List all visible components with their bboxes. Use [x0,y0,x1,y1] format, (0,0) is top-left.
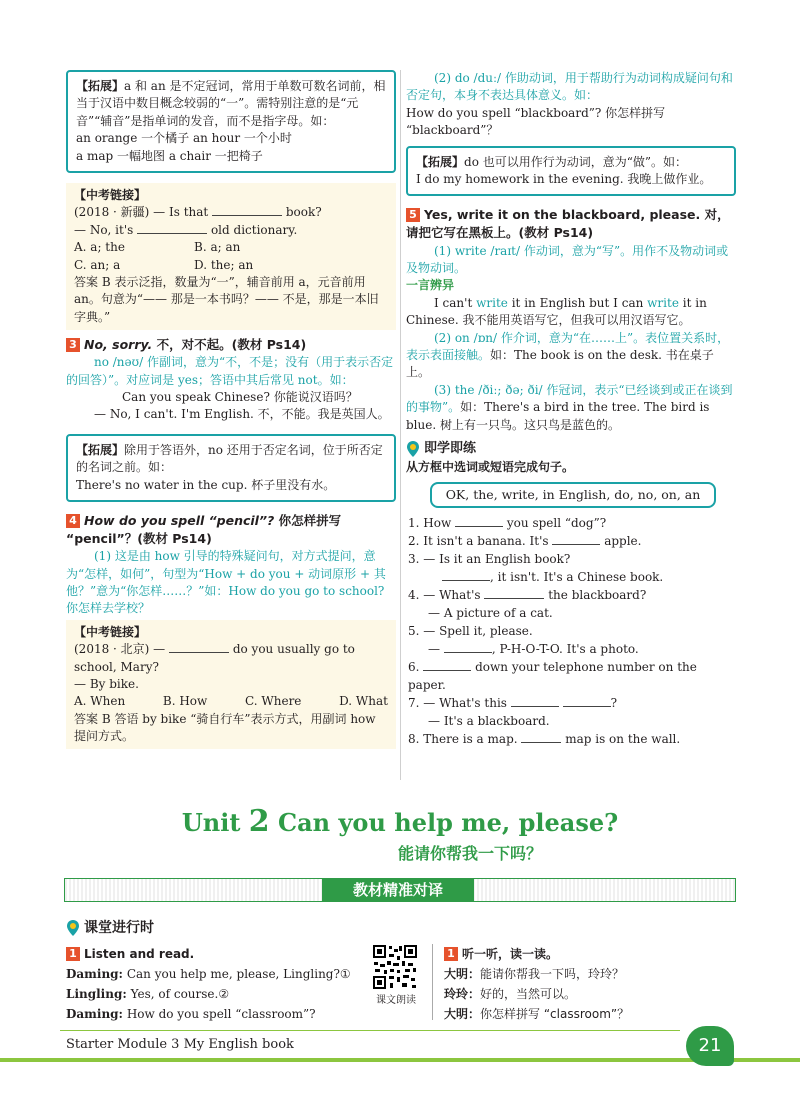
dialog-line [66,964,366,984]
option-c: C. an; a [74,257,121,272]
dialog-heading [66,944,366,964]
answer-blank[interactable] [521,733,561,743]
heading-cn: 不，对不起。(教材 Ps14) [156,337,307,353]
q-text: 6. [408,660,420,675]
unit-subtitle: 能请你帮我一下吗？ [397,844,542,863]
classroom-title [66,918,154,938]
exam-link-2 [66,620,396,750]
practice-instruction: 从方框中选词或短语完成句子。 [406,459,575,474]
dialog-chinese [444,944,734,1024]
word-options-box: OK, the, write, in English, do, no, on, an [430,482,716,508]
example-line: I do my homework in the evening. 我晚上做作业。 [416,171,712,186]
answer-blank[interactable] [444,643,492,653]
heading-cn: 你怎样拼写 “pencil”？(教材 Ps14) [66,512,342,547]
practice-title-text: 即学即练 [424,440,477,456]
answer-blank [137,224,207,234]
bianxi-sentence [406,295,736,330]
dialog-line [66,1004,366,1024]
example-text: 如：There's a bird in the tree. The bird is blue. 树上有一只鸟。这只鸟是蓝色的。 [406,400,710,432]
classroom-title-text: 课堂进行时 [84,920,154,936]
practice-title [406,440,736,459]
highlight-word: write [476,295,508,310]
exercise-7-answer: — It's a blackboard. [428,714,550,729]
footer-text: Starter Module 3 My English book [66,1037,294,1052]
unit-word: Unit [181,808,241,837]
note-the [406,382,736,434]
answer-blank [169,643,229,653]
q-text: you spell “dog”? [506,516,607,531]
option-c: C. Where [245,694,302,709]
dialog-line [444,984,734,1004]
page-number: 21 [686,1026,734,1066]
speaker: 大明： [444,967,481,981]
qr-code-icon[interactable] [372,944,418,990]
q-text: , P-H-O-T-O. It's a photo. [491,642,639,657]
question-text: — By bike. [74,676,139,691]
q-text: 2. It isn't a banana. It's [408,534,549,549]
example-text: 如：The book is on the desk. 书在桌子上。 [406,347,714,380]
left-column [66,70,396,749]
location-pin-icon [66,920,80,936]
answer-blank [212,206,282,216]
q-text: 4. — What's [408,588,481,603]
q-text: down your telephone number on the paper. [408,660,697,693]
section-3-heading [66,336,396,354]
dialog-line [66,984,366,1004]
exercise-4 [406,586,736,604]
dialog-heading [444,944,734,964]
exercise-3-answer [406,568,736,586]
exam-link-tag: 【中考链接】 [74,624,147,639]
exercise-5: 5. — Spell it, please. [408,624,533,639]
unit-title-text: Can you help me, please? [278,808,619,837]
q-text: 1. How [408,516,452,531]
text: it in Chinese. 我不能用英语写它，但我可以用汉语写它。 [406,295,707,328]
line-text: Can you help me, please, Lingling?① [126,967,351,981]
extension-tag: 【拓展】 [76,442,125,457]
extension-tag: 【拓展】 [76,79,125,93]
exercise-8 [406,730,736,748]
text: I can't [434,295,473,310]
section-number: 1 [444,947,458,961]
exercise-6 [406,658,736,694]
q-text: 7. — What's this [408,696,507,711]
q-text: , it isn't. It's a Chinese book. [490,570,664,585]
note-how: (1) 这是由 how 引导的特殊疑问句，对方式提问，意为“怎样，如何”，句型为“How + do you + 动词原形 + 其他？”意为“你怎样……？”如：How do you go to school? 你怎样去学校？ [66,549,386,616]
heading-en: Listen and read. [84,947,195,961]
extension-box-do [406,146,736,197]
right-column [406,70,736,748]
exercise-5-answer [406,640,736,658]
q-text: the blackboard? [548,588,647,603]
speaker: Lingling: [66,987,127,1001]
option-a: A. a; the [74,240,125,255]
extension-text: do 也可以用作行为动词，意为“做”。如： [464,154,688,169]
column-divider [400,70,401,780]
answer-blank[interactable] [455,517,503,527]
speaker: 大明： [444,1007,481,1021]
example-line: Can you speak Chinese? 你能说汉语吗？ [122,389,358,404]
extension-box-no [66,434,396,502]
section-band-label: 教材精准对译 [322,879,474,901]
exercise-2 [406,532,736,550]
line-text: 你怎样拼写 “classroom”？ [480,1007,630,1021]
exercise-7 [406,694,736,712]
question-text: — No, it's [74,222,134,237]
exercise-1 [406,514,736,532]
answer-explanation: 答案 B 答语 by bike “骑自行车”表示方式，用副词 how 提问方式。 [74,711,376,744]
dialog-line [444,1004,734,1024]
dialog-line [444,964,734,984]
exam-link-tag: 【中考链接】 [74,187,147,202]
speaker: Daming: [66,1007,123,1021]
speaker: Daming: [66,967,123,981]
extension-text: 除用于答语外，no 还用于否定名词，位于所否定的名词之前。如： [76,442,383,475]
line-text: How do you spell “classroom”? [126,1007,316,1021]
exam-link-1 [66,183,396,330]
text: it in English but I can [511,295,644,310]
example-line: a map 一幅地图 a chair 一把椅子 [76,148,263,163]
heading-en: No, sorry. [84,337,153,353]
extension-tag: 【拓展】 [416,154,465,169]
q-text: — [428,642,444,657]
question-text: book? [285,205,322,220]
answer-blank[interactable] [511,697,559,707]
extension-text: a 和 an 是不定冠词，常用于单数可数名词前，相当于汉语中数目概念较弱的“一”。需特别注意的是“元音”“辅音”是指单词的发音，而不是指字母。如： [76,79,386,128]
exercise-3: 3. — Is it an English book? [408,552,571,567]
line-text: 能请你帮我一下吗，玲玲？ [480,967,625,981]
section-5-heading [406,206,736,242]
answer-blank[interactable] [423,661,471,671]
option-b: B. How [162,694,208,709]
footer-rule [60,1030,680,1031]
example-line: an orange 一个橘子 an hour 一个小时 [76,131,292,146]
location-pin-icon [406,441,420,457]
note-write: (1) write /raɪt/ 作动词，意为“写”。用作不及物动词或及物动词。 [406,243,729,275]
q-text: apple. [604,534,642,549]
section-number: 5 [406,208,420,222]
q-text: ? [610,696,618,711]
note-on [406,330,736,382]
note-text: (3) the /ðiː; ðə; ði/ 作冠词，表示“已经谈到或正在谈到的事物”。 [406,382,733,415]
section-number: 4 [66,514,80,528]
example-line: There's no water in the cup. 杯子里没有水。 [76,477,336,492]
example-line: — No, I can't. I'm English. 不，不能。我是英国人。 [94,407,390,422]
extension-box-articles [66,70,396,173]
highlight-word: write [647,295,679,310]
line-text: Yes, of course.② [130,987,230,1001]
question-text: (2018 · 新疆) — Is that [74,205,209,220]
heading-cn: 听一听，读一读。 [462,947,559,961]
section-number: 3 [66,338,80,352]
section-4-heading [66,512,396,548]
exercise-4-answer: — A picture of a cat. [428,606,553,621]
speaker: 玲玲： [444,987,481,1001]
note-text: (2) on /ɒn/ 作介词，意为“在……上”。表位置关系时，表示表面接触。 [406,330,730,362]
heading-text: Yes, write it on the blackboard, please. 对，请把它写在黑板上。(教材 Ps14) [406,207,730,241]
unit-title [0,800,800,844]
line-text: 好的，当然可以。 [480,987,577,1001]
q-text: 8. There is a map. [408,732,518,747]
answer-blank[interactable] [484,589,544,599]
note-no: no /nəʊ/ 作副词，意为“不，不是；没有（用于表示否定的回答）”。对应词是 yes；答语中其后常见 not。如： [66,355,394,387]
option-b: B. a; an [194,240,241,255]
dialog-divider [432,944,433,1020]
footer-bar [0,1058,800,1062]
option-d: D. What [339,694,388,709]
dialog-english [66,944,366,1024]
q-text: map is on the wall. [565,732,681,747]
section-number: 1 [66,947,80,961]
bianxi-title: 一言辨异 [406,278,455,293]
qr-label: 课文朗读 [376,995,416,1006]
option-d: D. the; an [194,257,254,272]
question-text: old dictionary. [210,222,298,237]
answer-blank[interactable] [552,535,600,545]
option-a: A. When [74,694,126,709]
question-text: do you usually go to school, Mary? [74,642,355,674]
heading-en: How do you spell “pencil”? [84,512,275,528]
example-line: How do you spell “blackboard”? 你怎样拼写 “blackboard”？ [406,105,666,138]
answer-blank[interactable] [442,571,490,581]
note-do: (2) do /duː/ 作助动词，用于帮助行为动词构成疑问句和否定句，本身不表达具体意义。如： [406,71,733,103]
answer-blank[interactable] [563,697,611,707]
unit-number: 2 [248,804,270,839]
answer-explanation: 答案 B 表示泛指，数量为“一”，辅音前用 a，元音前用 an。句意为“—— 那是一本书吗？—— 不是，那是一本旧字典。” [74,274,379,324]
question-text: (2018 · 北京) — [74,642,166,657]
